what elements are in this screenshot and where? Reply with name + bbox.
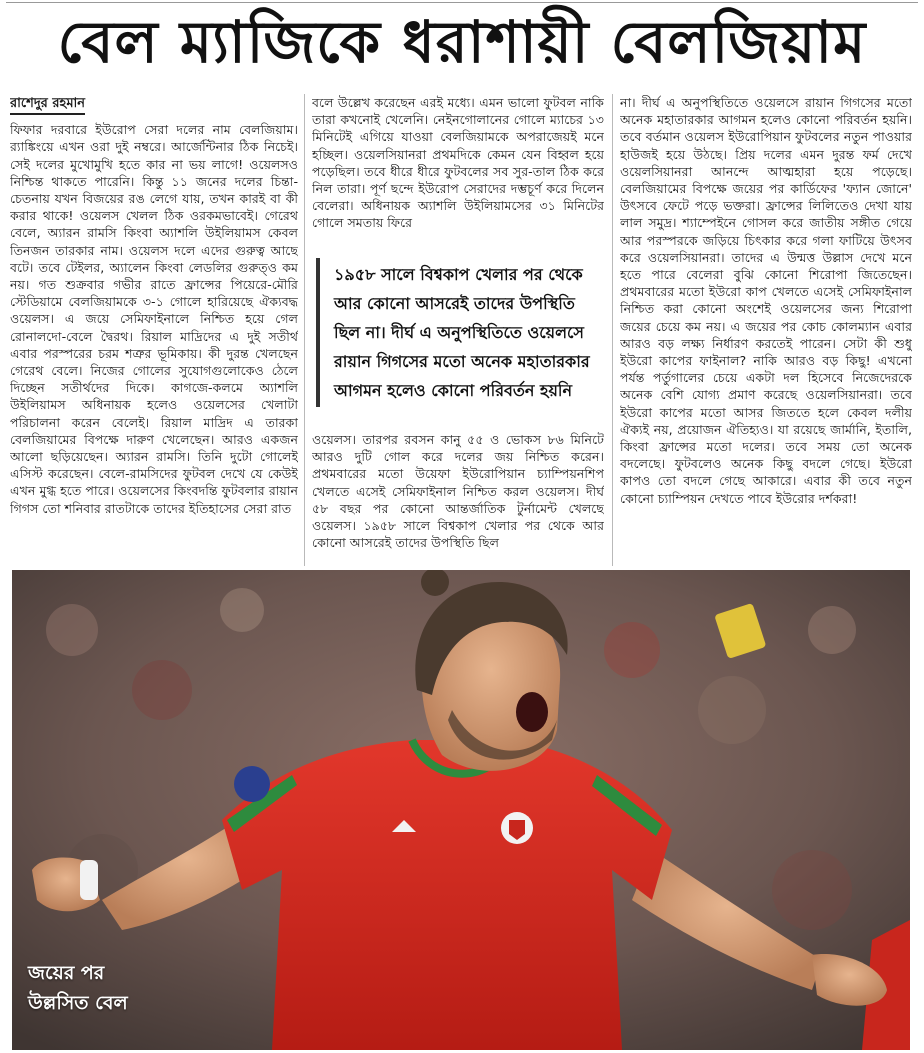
photo-caption — [28, 958, 128, 1018]
column-1-text: ফিফার দরবারে ইউরোপ সেরা দলের নাম বেলজিয়াম। র‍্যাঙ্কিংয়ে এখন ওরা দুই নম্বরে। আর্জেন্টিনার ঠিক নিচেই। সেই দলের মুখোমুখি হতে কার না ভয় লাগে! ওয়েলসও নিশ্চিন্ত থাকতে পারেনি। কিন্তু ১১ জনের দলের চিন্তা-চেতনায় যখন বিজয়ের রঙ লেগে যায়, তখন কারই বা কী করার থাকে! ওয়েলস খেলল ঠিক ওরকমভাবেই। গেরেথ বেলে, অ্যারন রামসি কিংবা অ্যাশলি উইলিয়ামস কেবল তিনজন তারকার নাম। ওয়েলস দলে এদের গুরুত্ব আছে বটে। তবে টেইলর, অ্যালেন কিংবা লেডলির গুরুত্ও কম নয়। গত শুক্রবার গভীর রাতে ফ্রান্সের পিয়েরে-মৌরি স্টেডিয়ামে বেলজিয়ামকে ৩-১ গোলে হারিয়েছে ঐক্যবদ্ধ ওয়েলস। এ জয়ে সেমিফাইনালে নিশ্চিত হয়ে গেল রোনালদো-বেলে দ্বৈরথ। রিয়াল মাদ্রিদের এ দুই সতীর্থ এবার পরস্পরের চরম শত্রুর ভূমিকায়। কী দুরন্ত খেলছেন গেরেথ বেলে। নিজের গোলের সুযোগগুলোকেও ঠেলে দিচ্ছেন সতীর্থদের দিকে। কাগজে-কলমে অ্যাশলি উইলিয়ামস অধিনায়ক হলেও ওয়েলসের খেলাটা পরিচালনা করেন বেলেই। রিয়াল মাদ্রিদ এ তারকা বেলজিয়ামের বিপক্ষে দারুণ খেলেছেন। আরও একজন আলো ছড়িয়েছেন। অ্যারন রামসি। তিনি দুটো গোলেই এসিস্ট করেছেন। বেলে-রামসিদের ফুটবল দেখে যে কেউই এখন মুগ্ধ হতে পারে। ওয়েলসের কিংবদন্তি ফুটবলার রায়ান গিগস তো শনিবার রাতটাকে তাদের ইতিহাসের সেরা রাত — [10, 122, 298, 516]
byline: রাশেদুর রহমান — [10, 95, 85, 115]
column-divider-1 — [304, 94, 305, 566]
player-celebration-photo — [12, 570, 910, 1050]
photo-caption-line-2: উল্লসিত বেল — [28, 992, 128, 1014]
article-column-3 — [620, 94, 912, 564]
photo-caption-line-1: জয়ের পর — [28, 962, 105, 984]
column-2-top-text: বলে উল্লেখ করেছেন এরই মধ্যে। এমন ভালো ফুটবল নাকি তারা কখনোই খেলেনি। নেইনগোলানের গোলে ম্যাচের ১৩ মিনিটেই এগিয়ে যাওয়া বেলজিয়ামকে অপরাজেয়ই মনে হচ্ছিল। ওয়েলসিয়ানরা প্রথমদিকে কেমন যেন বিহ্বল হয়ে পড়েছিল। তবে ধীরে ধীরে ফুটবলের সব সুর-তাল ঠিক করে নিল তারা। পূর্ণ ছন্দে ইউরোপ সেরাদের দম্ভচূর্ণ করে দিলেন বেলেরা। অধিনায়ক অ্যাশলি উইলিয়ামসের ৩১ মিনিটের গোলে সমতায় ফিরে — [312, 95, 604, 231]
article-column-1 — [10, 94, 298, 564]
photo-illustration — [12, 570, 910, 1050]
article-column-2 — [312, 94, 604, 564]
column-divider-2 — [612, 94, 613, 566]
column-3-text: না। দীর্ঘ এ অনুপস্থিতিতে ওয়েলসে রায়ান গিগসের মতো অনেক মহাতারকার আগমন হলেও কোনো পরিবর্তন হয়নি। তবে বর্তমান ওয়েলস ইউরোপিয়ান ফুটবলের নতুন পাওয়ার হাউজই হয়ে উঠছে। প্রিয় দলের এমন দুরন্ত ফর্ম দেখে ওয়েলসিয়ানরা আনন্দে আত্মহারা হয়ে পড়েছে। বেলজিয়ামের বিপক্ষে জয়ের পর কার্ডিফের 'ফ্যান জোনে' উৎসবে ফেটে পড়ে ভক্তরা। ফ্রান্সের লিলিতেও দেখা যায় লাল সমুদ্র। শ্যাম্পেইনে গোসল করে জাতীয় সঙ্গীত গেয়ে আর পরস্পরকে জড়িয়ে চিৎকার করে গলা ফাটিয়ে উৎসব করে ওয়েলসিয়ানরা। তাদের এ উন্মত্ত উল্লাস দেখে মনে হতে পারে বেলেরা বুঝি কোনো শিরোপা জিতেছেন। প্রথমবারের মতো ইউরো কাপ খেলতে এসেই সেমিফাইনাল নিশ্চিত করা কোনো অংশেই ওয়েলসের জন্য শিরোপা জয়ের চেয়ে কম নয়। এ জয়ের পর কোচ কোলম্যান এবার আরও বড় লক্ষ্য নির্ধারণ করতেই পারেন। সেটা কী শুধু ইউরো কাপের ফাইনাল? নাকি আরও বড় কিছু! এখনো পর্যন্ত পর্তুগালের চেয়ে একটা দল হিসেবে নিজেদেরকে অনেক বেশি যোগ্য প্রমাণ করেছে ওয়েলসিয়ানরা। তবে ইউরো কাপের মতো আসর জিততে হলে কেবল দলীয় ঐক্যই নয়, প্রয়োজন ঐতিহ্যও। যা রয়েছে জার্মানি, ইতালি, কিংবা ফ্রান্সের মতো দলের। তবে সময় তো অনেক বদলেছে। ফুটবলেও অনেক কিছু বদলে গেছে। ইউরো কাপও তো বদলে গেছে আকারে। এবার কী তবে নতুন কোনো চ্যাম্পিয়ন দেখতে পাবে ইউরোর দর্শকরা! — [620, 95, 912, 506]
headline: বেল ম্যাজিকে ধরাশায়ী বেলজিয়াম — [57, 7, 867, 76]
column-2-bottom-text: ওয়েলস। তারপর রবসন কানু ৫৫ ও ভোকস ৮৬ মিনিটে আরও দুটি গোল করে দলের জয় নিশ্চিত করেন। প্রথমবারের মতো উয়েফা ইউরোপিয়ান চ্যাম্পিয়নশিপ খেলতে এসেই সেমিফাইনাল নিশ্চিত করল ওয়েলস। দীর্ঘ ৫৮ বছর পর কোনো আন্তর্জাতিক টুর্নামেন্ট খেলছে ওয়েলস। ১৯৫৮ সালে বিশ্বকাপ খেলার পর থেকে আর কোনো আসরেই তাদের উপস্থিতি ছিল — [312, 432, 604, 551]
pull-quote: ১৯৫৮ সালে বিশ্বকাপ খেলার পর থেকে আর কোনো আসরেই তাদের উপস্থিতি ছিল না। দীর্ঘ এ অনুপস্থিতিতে ওয়েলসে রায়ান গিগসের মতো অনেক মহাতারকার আগমন হলেও কোনো পরিবর্তন হয়নি — [316, 258, 598, 407]
